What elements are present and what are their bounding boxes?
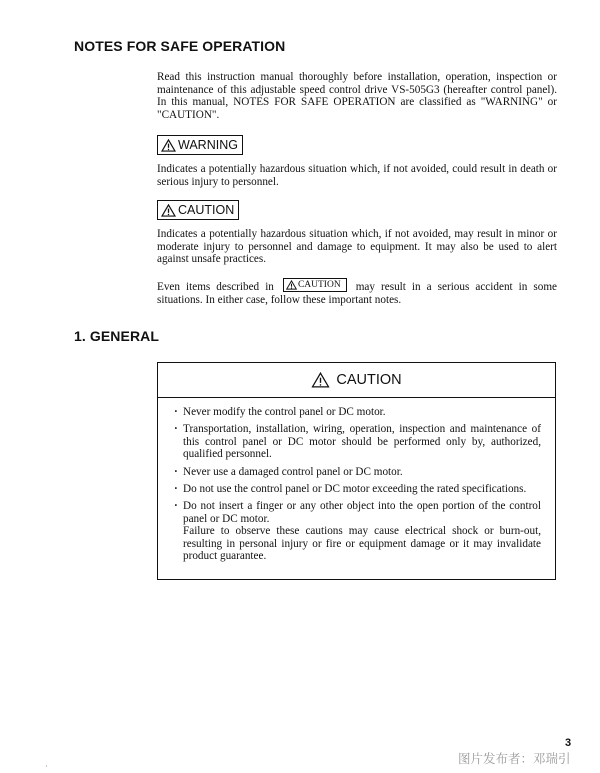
inline-caution-label: CAUTION (297, 280, 341, 290)
page-number: 3 (565, 737, 572, 749)
caution-triangle-icon (161, 204, 176, 217)
even-items-text-before: Even items described in (157, 281, 274, 293)
even-items-paragraph (157, 278, 557, 307)
caution-panel-triangle-icon (311, 372, 330, 388)
caution-description: Indicates a potentially hazardous situation which, if not avoided, may result in minor or moderate injury to personnel and damage to equipment. It may also be used to alert against unsafe practices. (157, 228, 557, 266)
section-title-safe-operation: NOTES FOR SAFE OPERATION (74, 38, 286, 54)
warning-label: WARNING (178, 138, 238, 152)
even-items-text-after: may result in a serious accident in some situations. In either case, follow these important notes. (157, 281, 558, 307)
caution-list (158, 398, 555, 562)
caution-list-item: · Transportation, installation, wiring, operation, inspection and maintenance of this control panel or DC motor should be performed only by, authorized, qualified personnel. (174, 423, 541, 460)
intro-paragraph: Read this instruction manual thoroughly before installation, operation, inspection or maintenance of this adjustable speed control drive VS-505G3 (hereafter control panel). In this manual, NOTES FOR SAFE OPERATION are classified as "WARNING" or "CAUTION". (157, 71, 557, 121)
caution-list-item: · Never modify the control panel or DC motor. (174, 406, 541, 418)
general-caution-panel (157, 362, 556, 580)
section-title-general: 1. GENERAL (74, 328, 160, 344)
warning-triangle-icon (161, 139, 176, 152)
caution-label: CAUTION (178, 203, 235, 217)
caution-list-item: · Never use a damaged control panel or DC motor. (174, 466, 541, 478)
inline-caution-box (283, 278, 347, 292)
caution-panel-title: CAUTION (336, 372, 402, 388)
watermark-text: 图片发布者：邓瑞引 (458, 751, 571, 766)
caution-failure-note: Failure to observe these cautions may cause electrical shock or burn-out, resulting in personal injury or fire or equipment damage or it may invalidate product guarantee. (183, 525, 541, 563)
inline-caution-triangle-icon (286, 280, 297, 290)
caution-list-item: · Do not use the control panel or DC motor exceeding the rated specifications. (174, 483, 541, 495)
warning-signal-box (157, 135, 243, 155)
caution-list-item (174, 500, 541, 562)
warning-description: Indicates a potentially hazardous situation which, if not avoided, could result in death or serious injury to personnel. (157, 163, 557, 188)
caution-list-item-text: Do not insert a finger or any other object into the open portion of the control panel or DC motor. (183, 500, 541, 525)
caution-panel-header (158, 363, 555, 398)
caution-signal-box (157, 200, 239, 220)
corner-mark: · (45, 762, 48, 771)
